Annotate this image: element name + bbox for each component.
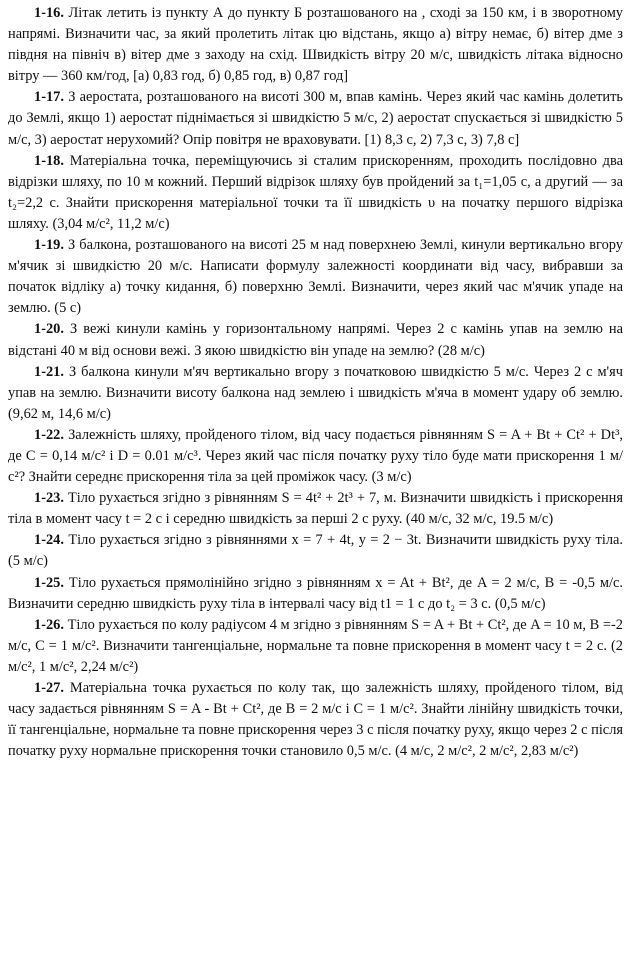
problem-text: З балкона, розташованого на висоті 25 м над поверхнею Землі, кинули вертикально вгору м'ячик зі швидкістю 20 м/с. Написати формулу залежності координати від часу, вибравши за початок відліку а) точку кидання, б) поверхню Землі. Визначити, через який час м'ячик упаде на землю. (5 с) [8,237,623,317]
problem-text: Матеріальна точка рухається по колу так, що залежність шляху, пройденого тілом, від часу задається рівнянням S = A - Bt + Ct², де B = 2 м/с і C = 1 м/с². Знайти лінійну швидкість точки, її тангенціальне, нормальне та повне прискорення через 3 с після початку руху, якщо через 2 с після початку руху нормальне прискорення точки становило 0,5 м/с. (4 м/с, 2 м/с², 2 м/с², 2,83 м/с²) [8,680,623,760]
problem-number: 1-20. [34,321,64,338]
problem-1-20 [8,319,623,361]
problem-number: 1-27. [34,680,64,696]
problem-number: 1-26. [34,616,64,633]
problem-1-18 [8,151,623,235]
problem-number: 1-24. [34,532,64,549]
problem-number: 1-25. [34,574,64,591]
problem-number: 1-18. [34,152,64,169]
problem-number: 1-16. [34,5,64,21]
problem-text: Тіло рухається прямолінійно згідно з рівнянням x = At + Bt², де A = 2 м/с, B = -0,5 м/с. Визначити середню швидкість руху тіла в інтервалі часу від t1 = 1 с до t₂ = 3 с. (0,5 м/с) [8,574,623,612]
problem-text: Тіло рухається по колу радіусом 4 м згідно з рівнянням S = A + Bt + Ct², де A = 10 м, B =-2 м/с, C = 1 м/с². Визначити тангенціальне, нормальне та повне прискорення в момент часу t = 2 с. (2 м/с², 1 м/с², 2,24 м/с²) [8,616,624,675]
problem-text: З аеростата, розташованого на висоті 300 м, впав камінь. Через який час камінь долетить до Землі, якщо 1) аеростат піднімається зі швидкістю 5 м/с, 2) аеростат спускається зі швидкістю 5 м/с, 3) аеростат нерухомий? Опір повітря не враховувати. [1) 8,3 с, 2) 7,3 с, 3) 7,8 с] [8,89,623,148]
problem-text: Літак летить із пункту А до пункту Б розташованого на , сході за 150 км, і в зворотному напрямі. Визначити час, за який пролетить літак цю відстань, якщо а) вітру немає, б) вітер дме з півдня на північ в) вітер дме з заходу на схід. Швидкість вітру 20 м/с, швидкість літака відносно вітру — 360 км/год, [а) 0,83 год, б) 0,85 год, в) 0,87 год] [8,5,623,85]
problem-1-16 [8,3,623,87]
problem-text: Залежність шляху, пройденого тілом, від часу подається рівнянням S = A + Bt + Ct² + Dt³, де C = 0,14 м/с² і D = 0.01 м/с³. Через який час після початку руху тіло буде мати прискорення 1 м/с²? Знайти середнє прискорення тіла за цей проміжок часу. (3 м/с) [8,426,623,486]
problem-text: З вежі кинули камінь у горизонтальному напрямі. Через 2 с камінь упав на землю на відстані 40 м від основи вежі. З якою швидкістю він упаде на землю? (28 м/с) [8,321,623,359]
problem-1-24 [8,530,623,572]
problem-1-19 [8,235,623,319]
problem-number: 1-23. [34,490,64,507]
problem-text: Матеріальна точка, переміщуючись зі сталим прискоренням, проходить послідовно два відрізки шляху, по 10 м кожний. Перший відрізок шляху був пройдений за t₁=1,05 с, а другий — за t₂=2,2 с. Знайти прискорення матеріальної точки та її швидкість υ на початку першого відрізка шляху. (3,04 м/с², 11,2 м/с) [8,152,623,232]
problem-1-17 [8,87,623,150]
problem-text: Тіло рухається згідно з рівняннями x = 7 + 4t, y = 2 − 3t. Визначити швидкість руху тіла. (5 м/с) [8,532,623,570]
problem-number: 1-19. [34,237,64,254]
problem-1-27 [8,678,623,762]
problem-text: З балкона кинули м'яч вертикально вгору з початковою швидкістю 5 м/с. Через 2 с м'яч упав на землю. Визначити висоту балкона над землею і швидкість м'яча в момент удару об землю. (9,62 м, 14,6 м/с) [8,363,623,422]
problem-number: 1-21. [34,363,64,380]
problem-1-26 [8,615,623,678]
problem-number: 1-22. [34,426,64,443]
problem-1-23 [8,488,623,530]
problem-1-21 [8,362,623,425]
problem-1-25 [8,573,623,615]
problem-text: Тіло рухається згідно з рівнянням S = 4t² + 2t³ + 7, м. Визначити швидкість і прискорення тіла в момент часу t = 2 с і середню швидкість за перші 2 с руху. (40 м/с, 32 м/с, 19.5 м/с) [8,490,623,528]
problem-1-22 [8,425,623,488]
problem-number: 1-17. [34,89,64,106]
